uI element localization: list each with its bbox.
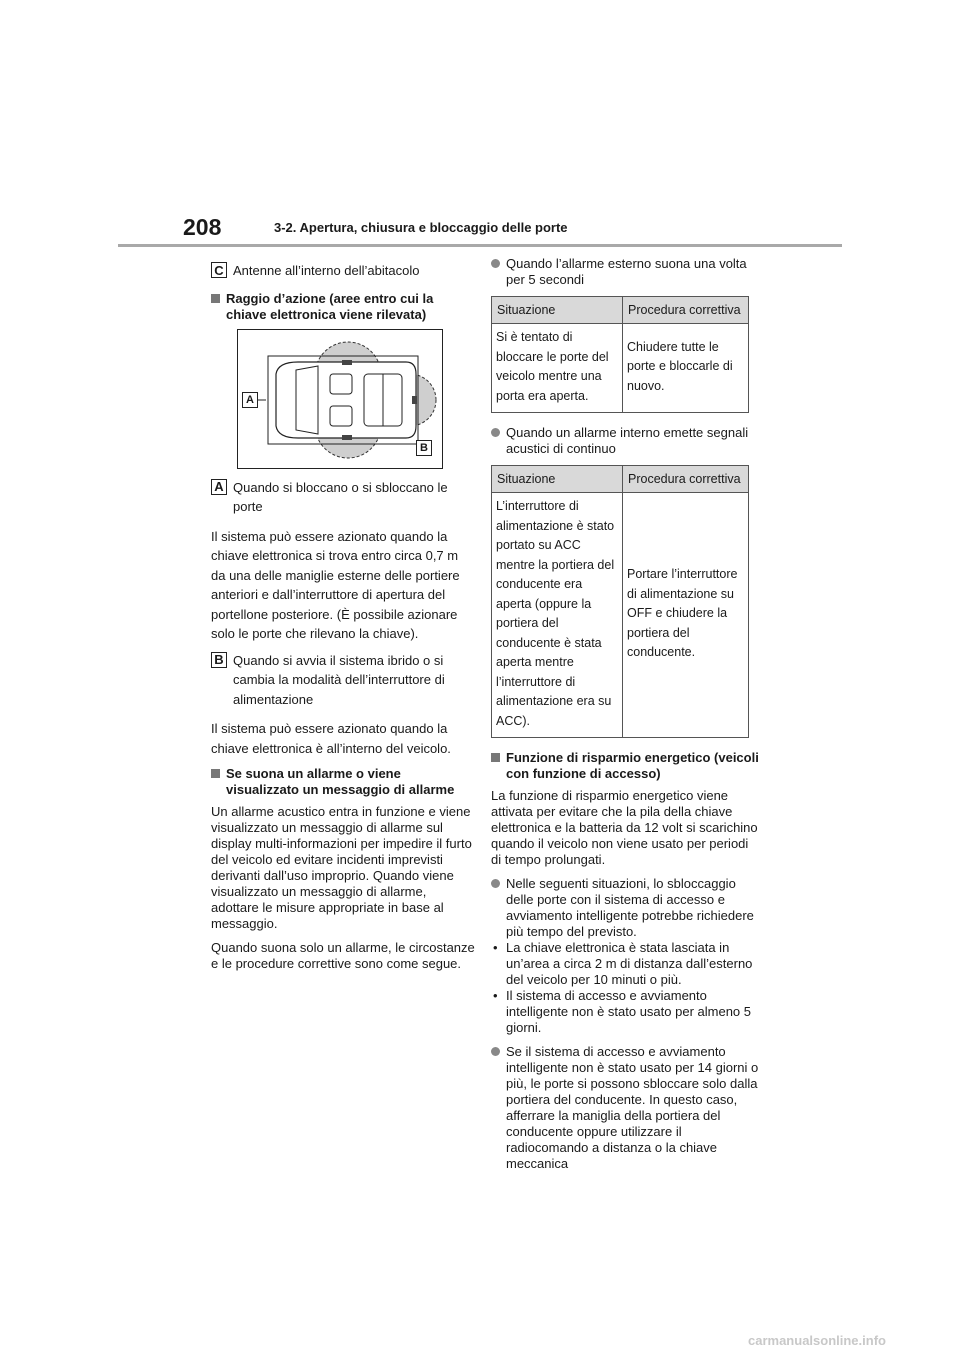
bullet-external-alarm (491, 256, 761, 288)
bullet-slow-unlock-text: Nelle seguenti situazioni, lo sbloccaggio delle porte con il sistema di accesso e avviamento intelligente potrebbe richiedere più tempo del previsto. (506, 876, 754, 939)
table-cell: Si è tentato di bloccare le porte del veicolo mentre una porta era aperta. (492, 324, 623, 413)
section-title: 3-2. Apertura, chiusura e bloccaggio delle porte (274, 220, 568, 235)
car-range-diagram (237, 329, 443, 469)
energy-body: La funzione di risparmio energetico viene attivata per evitare che la pila della chiave elettronica e la batteria da 12 volt si scarichino quando il veicolo non viene usato per periodi di tempo prolungati. (491, 788, 758, 867)
table-header: Situazione (492, 466, 623, 493)
table-header: Situazione (492, 297, 623, 324)
label-c-row (211, 262, 476, 281)
diagram-label-b: B (416, 440, 432, 456)
label-b-body: Il sistema può essere azionato quando la chiave elettronica è all’interno del veicolo. (211, 721, 451, 756)
circle-bullet-icon (491, 428, 500, 437)
square-bullet-icon (211, 294, 220, 303)
sub-bullet-1-text: La chiave elettronica è stata lasciata in un’area a circa 2 m di distanza dall’esterno del veicolo per 10 minuti o più. (506, 940, 753, 987)
alarm-paragraph-2: Quando suona solo un allarme, le circostanze e le procedure correttive sono come segue. (211, 940, 475, 971)
range-heading-text: Raggio d’azione (aree entro cui la chiave elettronica viene rilevata) (226, 290, 434, 322)
bullet-external-alarm-text: Quando l’allarme esterno suona una volta per 5 secondi (506, 256, 747, 287)
left-column (211, 262, 476, 980)
label-a-text: Quando si bloccano o si sbloccano le porte (233, 479, 448, 514)
square-bullet-icon (491, 753, 500, 762)
label-b-row (211, 652, 476, 710)
internal-alarm-table (491, 465, 749, 738)
bullet-14-days (491, 1044, 761, 1172)
sub-bullet-2 (491, 988, 761, 1036)
sub-bullet-1 (491, 940, 761, 988)
range-heading (211, 291, 476, 323)
energy-heading-text: Funzione di risparmio energetico (veicoli con funzione di accesso) (506, 750, 759, 781)
external-alarm-table (491, 296, 749, 413)
label-a-row (211, 479, 476, 517)
table-row (492, 324, 749, 413)
label-a-box: A (211, 479, 227, 495)
table-cell: Portare l’interruttore di alimentazione su OFF e chiudere la portiera del conducente. (623, 493, 749, 738)
label-c-box: C (211, 262, 227, 278)
page-number: 208 (183, 214, 222, 240)
table-header: Procedura correttiva (623, 297, 749, 324)
label-c-text: Antenne all’interno dell’abitacolo (233, 263, 420, 278)
alarm-heading (211, 766, 476, 798)
label-b-text: Quando si avvia il sistema ibrido o si cambia la modalità dell’interruttore di alimentazione (233, 652, 445, 707)
bullet-internal-alarm (491, 425, 761, 457)
bullet-14-days-text: Se il sistema di accesso e avviamento intelligente non è stato usato per 14 giorni o più, le porte si possono sbloccare solo dalla portiera del conducente. In questo caso, afferrare la maniglia della portiera del conducente oppure utilizzare il radiocomando a distanza o la chiave meccanica (506, 1044, 759, 1171)
alarm-heading-text: Se suona un allarme o viene visualizzato un messaggio di allarme (226, 766, 455, 797)
dot-bullet-icon: • (493, 940, 498, 955)
table-cell: Chiudere tutte le porte e bloccarle di nuovo. (623, 324, 749, 413)
table-row (492, 493, 749, 738)
circle-bullet-icon (491, 879, 500, 888)
circle-bullet-icon (491, 259, 500, 268)
alarm-paragraph-1: Un allarme acustico entra in funzione e viene visualizzato un messaggio di allarme sul display multi-informazioni per impedire il furto del veicolo ed evitare incidenti imprevisti derivanti dall’uso improprio. Quando viene visualizzato un messaggio di allarme, adottare le misure appropriate in base al messaggio. (211, 804, 472, 931)
table-cell: L’interruttore di alimentazione è stato portato su ACC mentre la portiera del conducente era aperta (oppure la portiera del conducente è stata aperta mentre l’interruttore di alimentazione era su ACC). (492, 493, 623, 738)
header-rule (118, 244, 842, 247)
car-top-view-icon (238, 330, 444, 470)
circle-bullet-icon (491, 1047, 500, 1056)
label-b-box: B (211, 652, 227, 668)
label-a-body: Il sistema può essere azionato quando la chiave elettronica si trova entro circa 0,7 m da una delle maniglie esterne delle portiere anteriori e dall’interruttore di apertura del portellone posteriore. (È possibile azionare solo le porte che rilevano la chiave). (211, 528, 460, 641)
sub-bullet-2-text: Il sistema di accesso e avviamento intelligente non è stato usato per almeno 5 giorni. (506, 988, 752, 1035)
diagram-label-a: A (242, 392, 258, 408)
watermark: carmanualsonline.info (748, 1333, 886, 1348)
right-column (491, 256, 761, 1180)
table-header: Procedura correttiva (623, 466, 749, 493)
bullet-internal-alarm-text: Quando un allarme interno emette segnali acustici di continuo (506, 425, 749, 456)
bullet-slow-unlock (491, 876, 761, 940)
energy-heading (491, 750, 761, 782)
square-bullet-icon (211, 769, 220, 778)
dot-bullet-icon: • (493, 988, 498, 1003)
